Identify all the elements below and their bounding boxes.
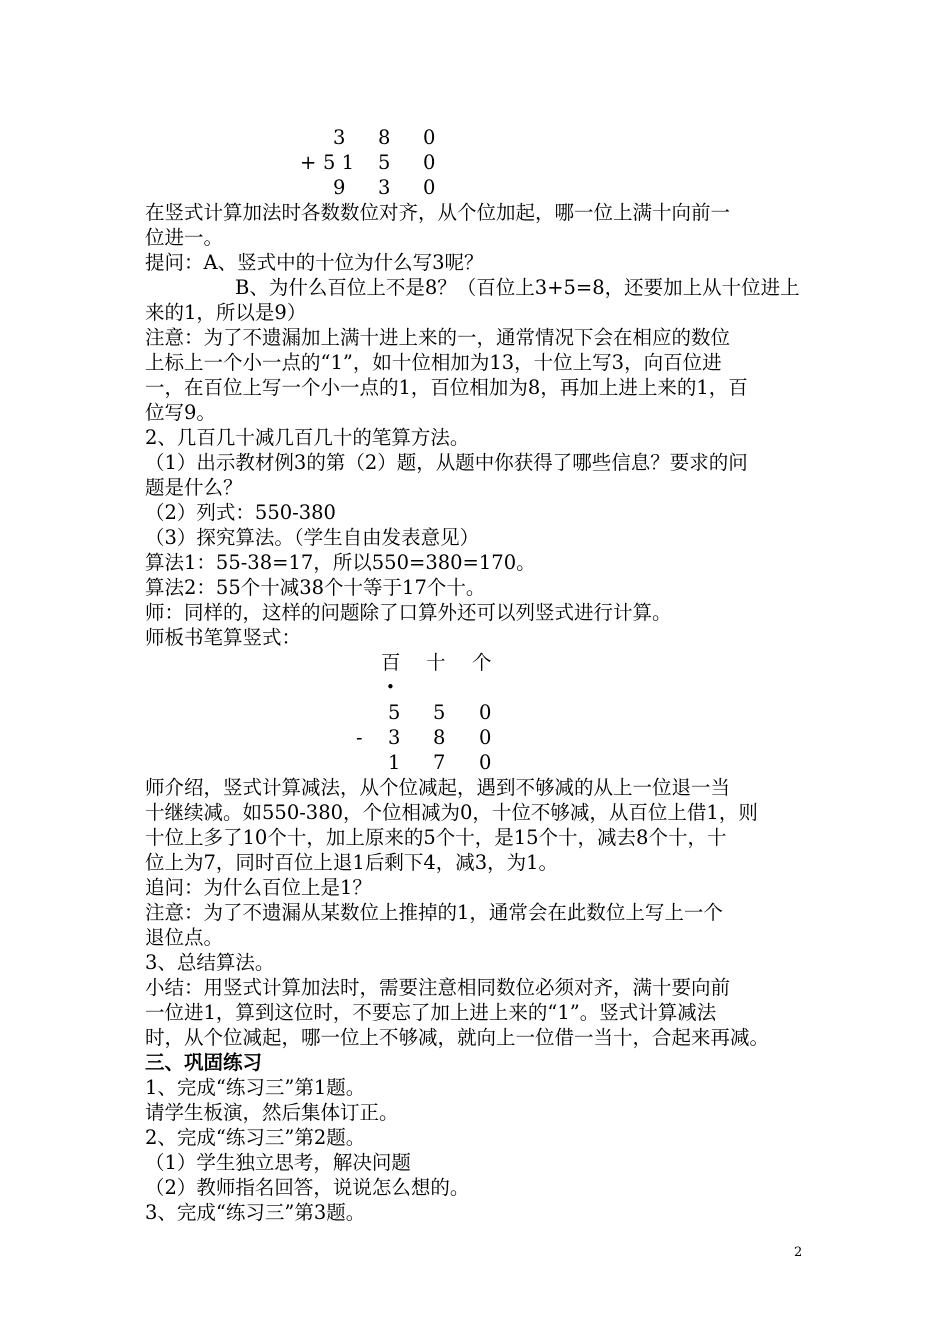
- place-header: 十: [426, 651, 446, 674]
- calc-digit: 3: [333, 126, 346, 149]
- calc-digit: 0: [423, 151, 436, 174]
- text-line: 十位上多了10个十，加上原来的5个十，是15个十，减去8个十，十: [145, 826, 727, 849]
- calc-digit: 5: [388, 701, 401, 724]
- text-line: （1）出示教材例3的第（2）题，从题中你获得了哪些信息？要求的问: [145, 451, 748, 474]
- calc-digit: 0: [479, 751, 492, 774]
- calc-digit: 1: [388, 751, 401, 774]
- text-line: 注意：为了不遗漏加上满十进上来的一，通常情况下会在相应的数位: [145, 326, 731, 349]
- text-line: B、为什么百位上不是8？（百位上3+5=8，还要加上从十位进上: [235, 276, 800, 299]
- calc-digit: 5: [378, 151, 391, 174]
- text-line: 退位点。: [145, 926, 224, 949]
- text-line: 算法1：55-38=17，所以550=380=170。: [145, 551, 536, 574]
- calc-digit: 8: [433, 726, 446, 749]
- text-line: （1）学生独立思考，解决问题: [145, 1151, 411, 1174]
- text-line: 上标上一个小一点的“1”，如十位相加为13，十位上写3，向百位进: [145, 351, 722, 374]
- text-line: 位上为7，同时百位上退1后剩下4，减3，为1。: [145, 851, 559, 874]
- calc-digit: 0: [423, 176, 436, 199]
- text-line: 位进一。: [145, 226, 224, 249]
- text-line: 在竖式计算加法时各数数位对齐，从个位加起，哪一位上满十向前一: [145, 201, 731, 224]
- text-line: 一，在百位上写一个小一点的1，百位相加为8，再加上进上来的1，百: [145, 376, 748, 399]
- text-line: 师板书笔算竖式：: [145, 626, 302, 649]
- calc-digit: 9: [333, 176, 346, 199]
- calc-digit: 3: [388, 726, 401, 749]
- text-line: 位写9。: [145, 401, 216, 424]
- text-line: 小结：用竖式计算加法时，需要注意相同数位必须对齐，满十要向前: [145, 976, 731, 999]
- calc-digit: 7: [433, 751, 446, 774]
- text-line: 3、总结算法。: [145, 951, 275, 974]
- text-line: （3）探究算法。（学生自由发表意见）: [145, 526, 480, 549]
- text-line: （2）教师指名回答，说说怎么想的。: [145, 1176, 470, 1199]
- place-header: 个: [472, 651, 492, 674]
- text-line: （2）列式：550-380: [145, 501, 336, 524]
- text-line: 来的1，所以是9）: [145, 301, 307, 324]
- text-line: 1、完成“练习三”第1题。: [145, 1076, 366, 1099]
- calc-digit: 5 1: [323, 151, 355, 174]
- calc-operator: -: [356, 726, 363, 749]
- text-line: 时，从个位减起，哪一位上不够减，就向上一位借一当十，合起来再减。: [145, 1026, 770, 1049]
- text-line: 提问：A、竖式中的十位为什么写3呢？: [145, 251, 484, 274]
- text-line: 2、完成“练习三”第2题。: [145, 1126, 366, 1149]
- calc-digit: 0: [479, 726, 492, 749]
- borrow-dot: •: [386, 678, 395, 696]
- text-line: 题是什么？: [145, 476, 243, 499]
- text-line: 请学生板演，然后集体订正。: [145, 1101, 399, 1124]
- page-number: 2: [794, 1245, 803, 1260]
- text-line: 2、几百几十减几百几十的笔算方法。: [145, 426, 470, 449]
- text-line: 3、完成“练习三”第3题。: [145, 1201, 366, 1224]
- calc-digit: 8: [378, 126, 391, 149]
- text-line: 注意：为了不遗漏从某数位上推掉的1，通常会在此数位上写上一个: [145, 901, 723, 924]
- calc-digit: 0: [479, 701, 492, 724]
- calc-digit: 5: [433, 701, 446, 724]
- text-line: 师：同样的，这样的问题除了口算外还可以列竖式进行计算。: [145, 601, 672, 624]
- text-line: 算法2：55个十减38个十等于17个十。: [145, 576, 486, 599]
- section-heading: 三、巩固练习: [145, 1051, 263, 1074]
- calc-digit: 3: [378, 176, 391, 199]
- text-line: 一位进1，算到这位时，不要忘了加上进上来的“1”。竖式计算减法: [145, 1001, 717, 1024]
- calc-operator: +: [300, 151, 317, 174]
- text-line: 追问：为什么百位上是1？: [145, 876, 372, 899]
- text-line: 十继续减。如550-380，个位相减为0，十位不够减，从百位上借1，则: [145, 801, 758, 824]
- place-header: 百: [381, 651, 401, 674]
- calc-digit: 0: [423, 126, 436, 149]
- text-line: 师介绍，竖式计算减法，从个位减起，遇到不够减的从上一位退一当: [145, 776, 731, 799]
